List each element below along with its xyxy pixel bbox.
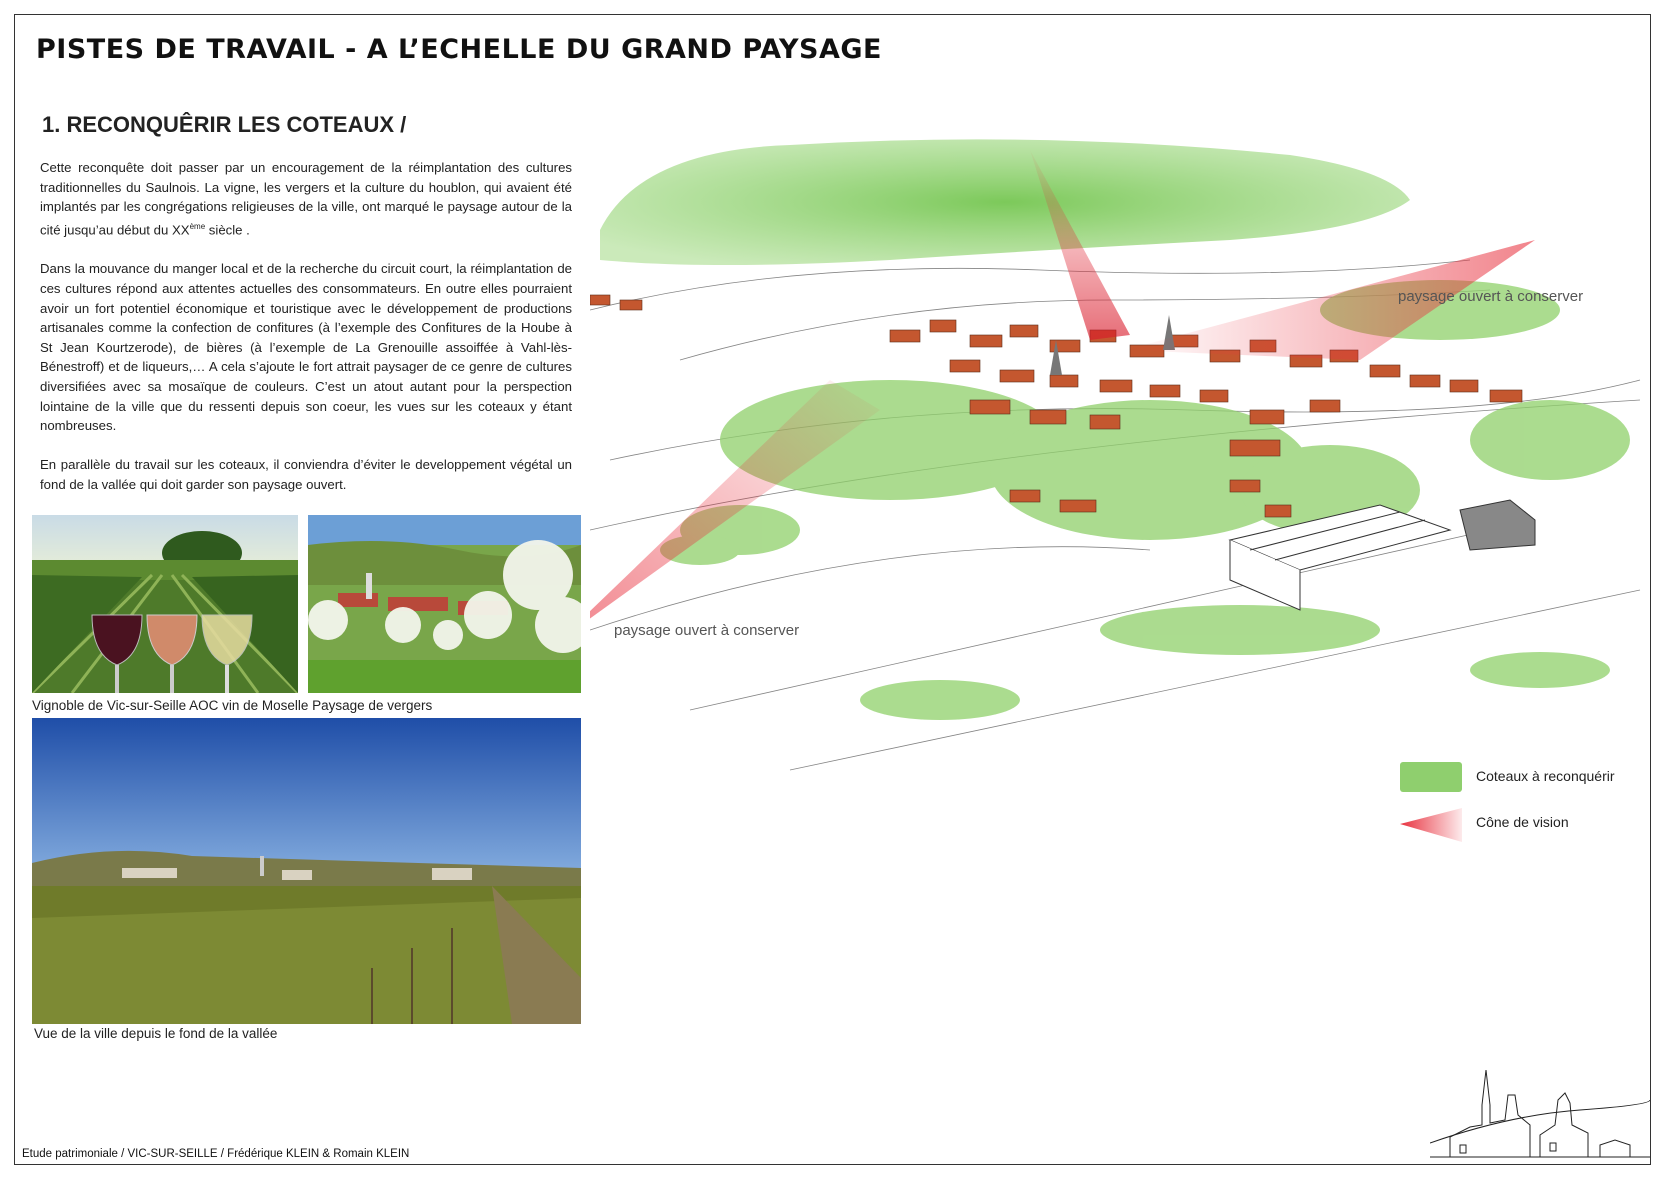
paragraph-2: Dans la mouvance du manger local et de la recherche du circuit court, la réimplantation de ces cultures répond aux attentes actuelles des consommateurs. En outre elles pourraient avoir un fort potentiel économique et touristique avec le développement de productions artisanales comme la confection de confitures (à l’exemple des Confitures de la Hoube à St Jean Kourtzerode), de bières (à l’exemple de La Grenouille assoiffée à Vahl-lès-Bénestroff) et de liqueurs,… A cela s’ajoute le fort attrait paysager de ce genre de cultures diversifiées avec sa mosaïque de couleurs. C’est un atout autant pour la perspection lointaine de la ville que du ressenti depuis son coeur, les vues sur les coteaux y étant nombreuses. [40, 261, 572, 434]
photo-row-caption: Vignoble de Vic-sur-Seille AOC vin de Moselle Paysage de vergers [32, 698, 433, 713]
valley-photo-caption: Vue de la ville depuis le fond de la vallée [34, 1026, 278, 1041]
legend-red-label: Cône de vision [1476, 814, 1569, 830]
paragraph-3: En parallèle du travail sur les coteaux, il conviendra d’éviter le developpement végétal un fond de la vallée qui doit garder son paysage ouvert. [40, 457, 572, 492]
vineyard-photo [32, 515, 298, 693]
paragraph-1: Cette reconquête doit passer par un encouragement de la réimplantation des cultures traditionnelles du Saulnois. La vigne, les vergers et la culture du houblon, qui avaient été implantés par les congrégations religieuses de la ville, ont marqué le paysage autour de la cité jusqu’au début du XXème siècle . [40, 160, 572, 238]
footer-credit: Etude patrimoniale / VIC-SUR-SEILLE / Frédérique KLEIN & Romain KLEIN [22, 1148, 410, 1160]
legend-green-swatch [1400, 762, 1462, 792]
town-skyline-logo [1430, 1065, 1650, 1165]
cone-label-top: paysage ouvert à conserver [1398, 288, 1584, 305]
legend-green-label: Coteaux à reconquérir [1476, 768, 1615, 784]
orchard-photo [308, 515, 581, 693]
page-title: PISTES DE TRAVAIL - A L’ECHELLE DU GRAND PAYSAGE [36, 34, 882, 65]
legend-red-swatch [1400, 808, 1462, 842]
body-text [40, 158, 572, 514]
valley-photo [32, 718, 581, 1024]
aerial-sketch [590, 110, 1650, 790]
cone-label-bottom: paysage ouvert à conserver [614, 622, 800, 639]
section-title: 1. RECONQUÊRIR LES COTEAUX / [42, 112, 407, 137]
